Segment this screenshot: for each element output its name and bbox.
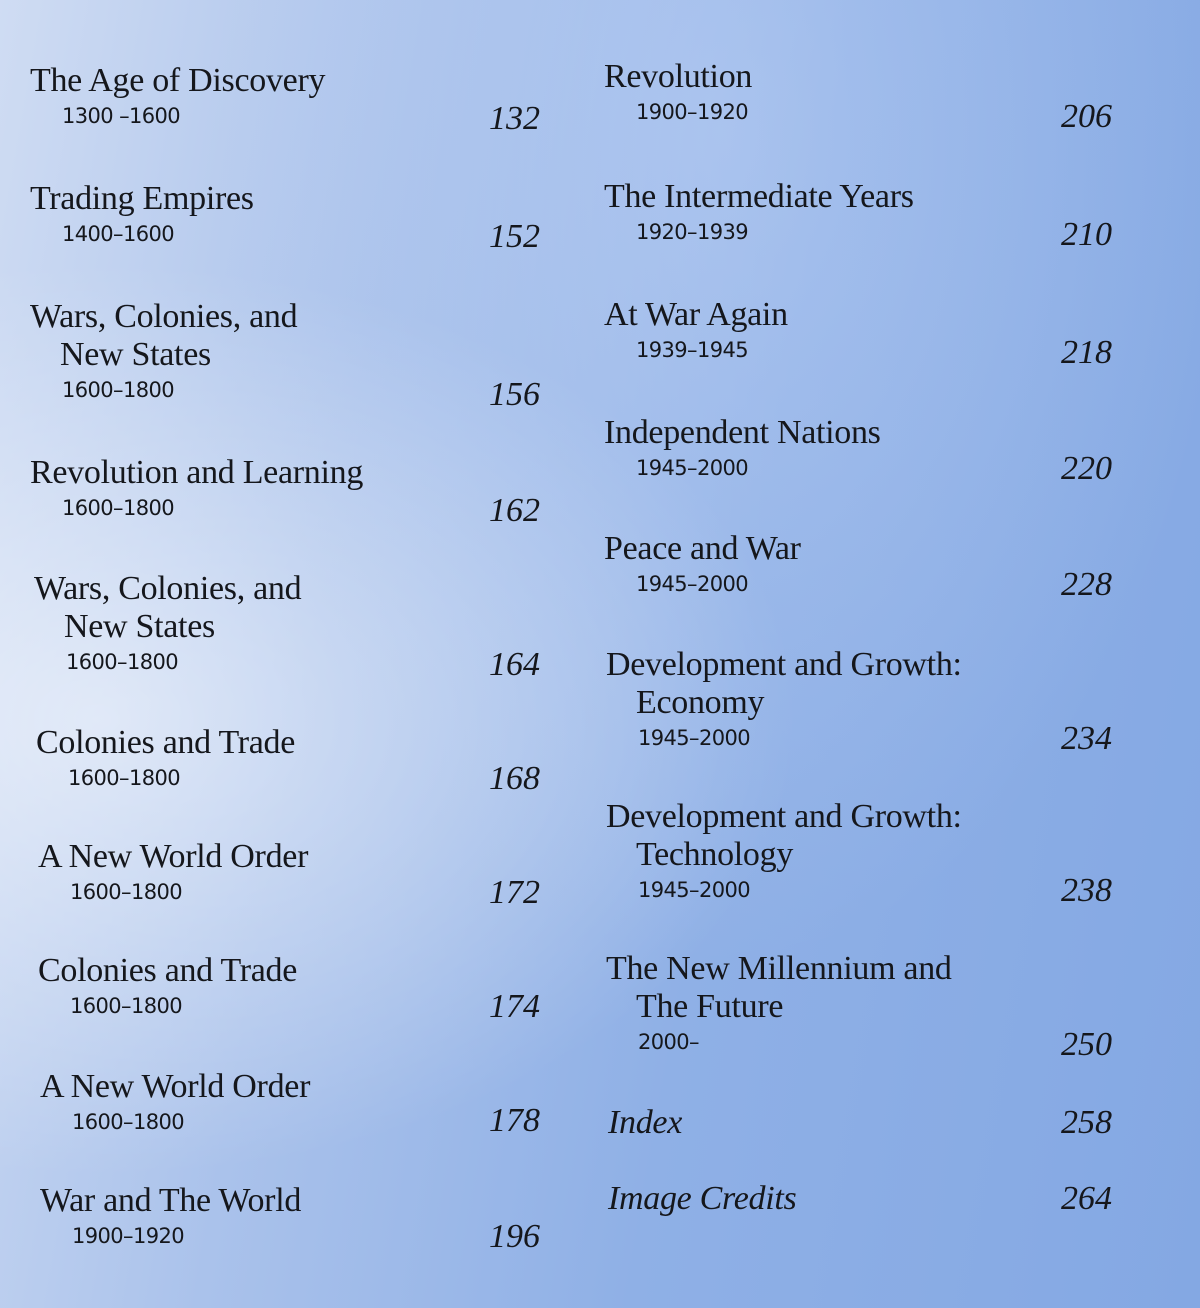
toc-entry-page-number: 174 <box>489 988 540 1025</box>
toc-entry-dates: 1400–1600 <box>62 222 174 246</box>
toc-entry <box>38 952 548 1020</box>
toc-entry-page-number: 196 <box>489 1218 540 1255</box>
toc-entry-title: The Age of Discovery <box>30 62 326 99</box>
toc-entry <box>36 724 546 792</box>
toc-entry-title-continued: Technology <box>636 836 794 873</box>
toc-entry-dates: 1600–1800 <box>66 650 178 674</box>
toc-entry-dates: 1945–2000 <box>638 726 750 750</box>
toc-entry-title: War and The World <box>40 1182 302 1219</box>
toc-entry-dates: 1600–1800 <box>70 994 182 1018</box>
toc-entry-title: The New Millennium and <box>606 950 952 987</box>
toc-entry-page-number: 218 <box>1061 334 1112 371</box>
toc-entry-page-number: 132 <box>489 100 540 137</box>
toc-entry-dates: 1900–1920 <box>636 100 748 124</box>
toc-entry-title: Development and Growth: <box>606 798 962 835</box>
toc-entry-page-number: 172 <box>489 874 540 911</box>
toc-entry-dates: 1945–2000 <box>638 878 750 902</box>
toc-entry-dates: 2000– <box>638 1030 699 1054</box>
toc-entry <box>30 180 540 248</box>
toc-entry-page-number: 168 <box>489 760 540 797</box>
toc-entry-page-number: 152 <box>489 218 540 255</box>
toc-entry-dates: 1600–1800 <box>70 880 182 904</box>
toc-entry <box>30 454 540 522</box>
toc-entry-title: The Intermediate Years <box>604 178 914 215</box>
toc-entry-title: Trading Empires <box>30 180 254 217</box>
toc-entry-page-number: 220 <box>1061 450 1112 487</box>
toc-entry <box>606 646 1114 752</box>
toc-entry-page-number: 156 <box>489 376 540 413</box>
toc-entry-title: A New World Order <box>38 838 309 875</box>
toc-entry <box>608 1180 1116 1218</box>
toc-entry <box>604 414 1112 482</box>
toc-entry <box>38 838 548 906</box>
toc-entry-dates: 1600–1800 <box>68 766 180 790</box>
toc-entry-title: Peace and War <box>604 530 801 567</box>
toc-entry-dates: 1945–2000 <box>636 572 748 596</box>
toc-entry-title: Colonies and Trade <box>36 724 296 761</box>
toc-entry-page-number: 206 <box>1061 98 1112 135</box>
toc-entry-page-number: 164 <box>489 646 540 683</box>
toc-entry-page-number: 238 <box>1061 872 1112 909</box>
toc-entry-title: At War Again <box>604 296 788 333</box>
toc-entry-page-number: 210 <box>1061 216 1112 253</box>
toc-entry-page-number: 234 <box>1061 720 1112 757</box>
toc-entry <box>604 178 1112 246</box>
toc-entry <box>40 1182 550 1250</box>
toc-entry-title: Wars, Colonies, and <box>30 298 298 335</box>
toc-entry-title: Wars, Colonies, and <box>34 570 302 607</box>
toc-entry-title: Colonies and Trade <box>38 952 298 989</box>
toc-entry-dates: 1600–1800 <box>62 378 174 402</box>
toc-entry-dates: 1920–1939 <box>636 220 748 244</box>
toc-entry <box>30 298 540 404</box>
toc-entry-dates: 1900–1920 <box>72 1224 184 1248</box>
toc-entry-page-number: 228 <box>1061 566 1112 603</box>
toc-entry-dates: 1939–1945 <box>636 338 748 362</box>
toc-entry-title: Image Credits <box>608 1180 797 1217</box>
toc-entry-title: Development and Growth: <box>606 646 962 683</box>
toc-entry-dates: 1600–1800 <box>72 1110 184 1134</box>
toc-entry-page-number: 162 <box>489 492 540 529</box>
toc-entry-title-continued: The Future <box>636 988 784 1025</box>
toc-entry-title: Independent Nations <box>604 414 881 451</box>
toc-entry-title: A New World Order <box>40 1068 311 1105</box>
toc-entry-title: Revolution <box>604 58 753 95</box>
toc-entry-dates: 1300 –1600 <box>62 104 181 128</box>
toc-entry <box>604 530 1112 598</box>
toc-entry <box>40 1068 550 1136</box>
toc-entry-page-number: 250 <box>1061 1026 1112 1063</box>
toc-entry-title-continued: Economy <box>636 684 765 721</box>
toc-entry-page-number: 258 <box>1061 1104 1112 1141</box>
toc-entry <box>34 570 544 676</box>
toc-entry-title-continued: New States <box>60 336 211 373</box>
toc-entry <box>604 58 1112 126</box>
toc-entry <box>606 798 1114 904</box>
toc-entry-title-continued: New States <box>64 608 215 645</box>
toc-entry <box>604 296 1112 364</box>
toc-entry <box>608 1104 1116 1142</box>
toc-entry-title: Revolution and Learning <box>30 454 364 491</box>
toc-entry-dates: 1600–1800 <box>62 496 174 520</box>
toc-entry-dates: 1945–2000 <box>636 456 748 480</box>
toc-entry-title: Index <box>608 1104 683 1141</box>
toc-entry-page-number: 178 <box>489 1102 540 1139</box>
toc-entry <box>30 62 540 130</box>
toc-entry-page-number: 264 <box>1061 1180 1112 1217</box>
toc-entry <box>606 950 1114 1056</box>
